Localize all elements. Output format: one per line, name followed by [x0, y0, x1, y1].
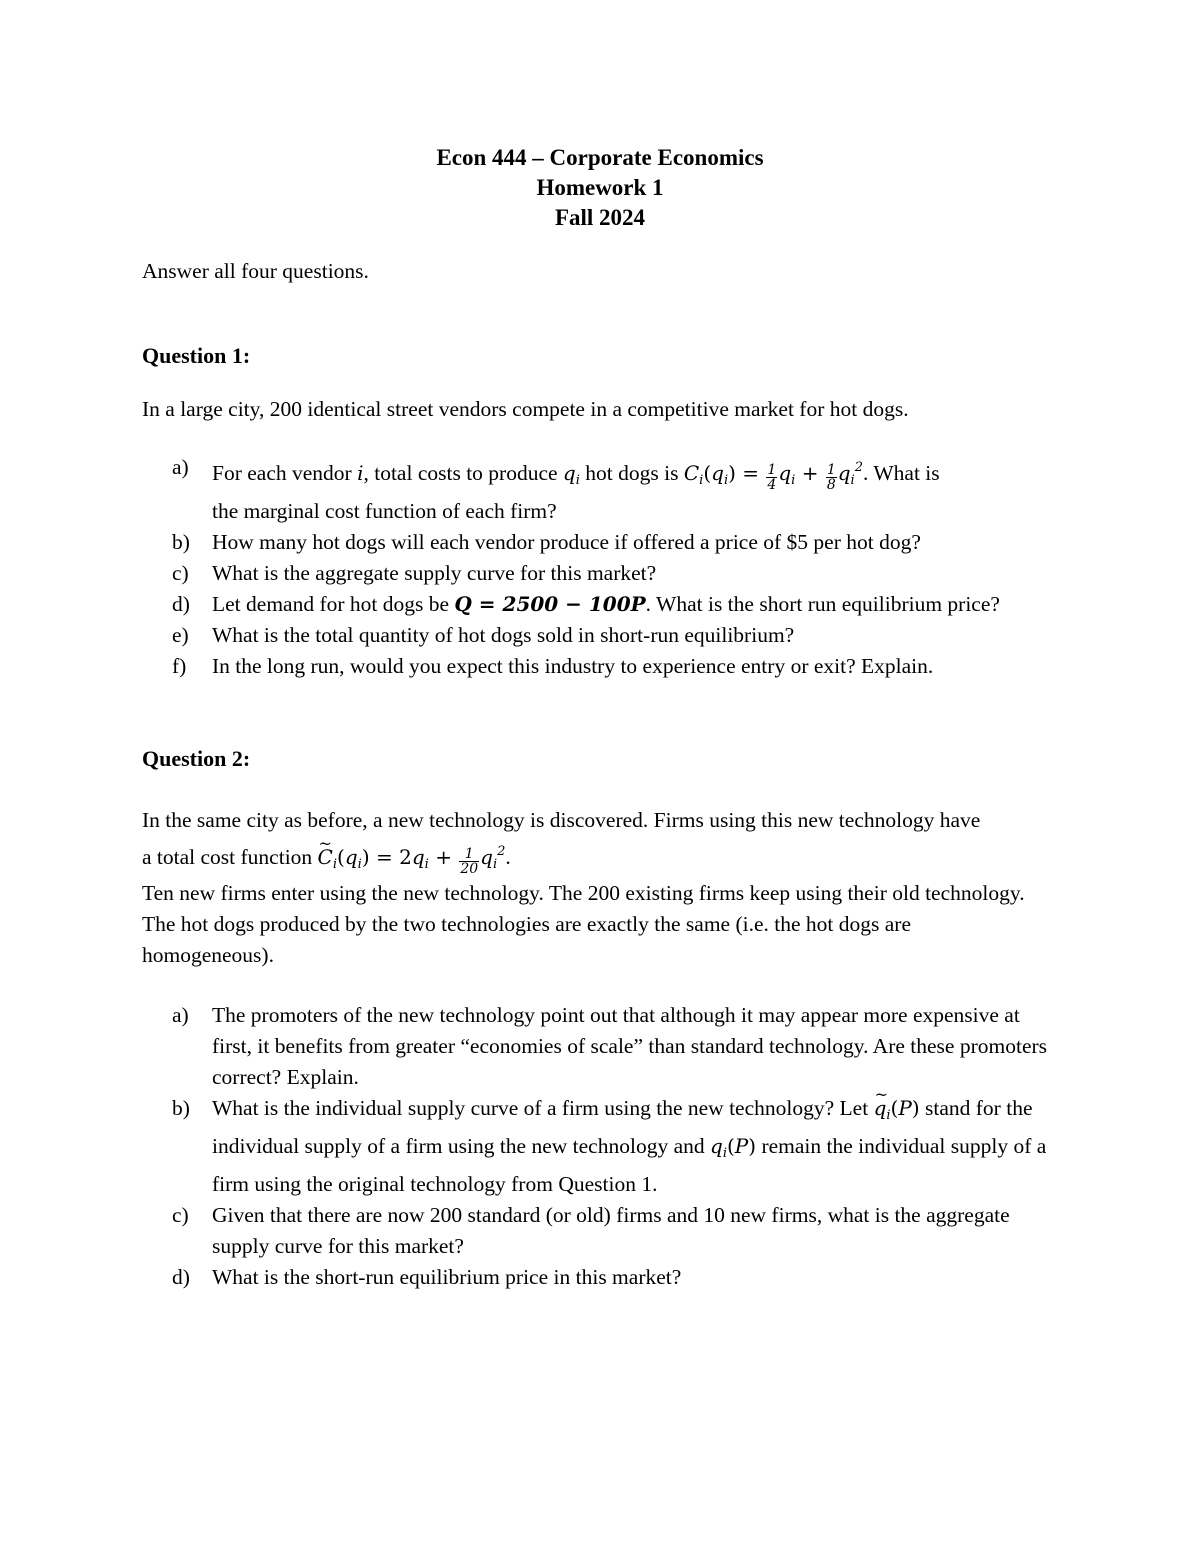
q1-part-d: d) Let demand for hot dogs be Q = 2500 − 100P. What is the short run equilibrium price? [172, 589, 1072, 620]
cost-function-equation: $C_i(q_i)$ = $\frac{1}{4}$ $q_i$ + $\frac{1}{8}$ $q_i^2$ [683, 460, 863, 493]
question-2-heading: Question 2: [142, 746, 251, 771]
term: Fall 2024 [554, 205, 646, 230]
q-variable: $q_i$ [562, 461, 580, 488]
question-1-prompt: In a large city, 200 identical street vendors compete in a competitive market for hot dogs. [142, 397, 909, 421]
question-2-parts [172, 1000, 1052, 1293]
new-supply-symbol: q $\sim_i(P)$ [874, 1096, 920, 1120]
assignment-title: Homework 1 [536, 175, 664, 200]
q1-part-c: c) What is the aggregate supply curve for this market? [172, 558, 1072, 589]
old-supply-symbol: $q_i(P)$ [710, 1134, 757, 1161]
question-1-parts [172, 452, 1072, 682]
question-1-heading: Question 1: [142, 343, 251, 368]
q1-part-b: b) How many hot dogs will each vendor produce if offered a price of $5 per hot dog? [172, 527, 1072, 558]
part-marker: d) [172, 1265, 190, 1289]
instructions: Answer all four questions. [142, 259, 369, 283]
q2-part-c: c) Given that there are now 200 standard (or old) firms and 10 new firms, what is the aggregate supply curve for this market? [172, 1200, 1052, 1262]
new-cost-function-equation: C $\sim_i(q_i) = 2q_i$ + $\frac{1}{20}$ $q_i^2$ [318, 845, 506, 869]
part-marker: c) [172, 1203, 189, 1227]
q2-part-b: b) What is the individual supply curve of a firm using the new technology? Let q $\sim_i(P)$ stand for the individual supply of a firm using the new technology and $q_i(P)$ remain the individual supply of a firm using the original technology from Question 1. [172, 1093, 1052, 1200]
part-marker: d) [172, 592, 190, 616]
part-marker: b) [172, 1096, 190, 1120]
question-2-context: Ten new firms enter using the new technology. The 200 existing firms keep using their old technology. The hot dogs produced by the two technologies are exactly the same (i.e. the hot dogs are homogeneous). [142, 881, 1025, 967]
demand-equation: Q = 2500 − 100P [454, 592, 646, 616]
question-2-intro: In the same city as before, a new technology is discovered. Firms using this new technology have a total cost function C $\sim_i(q_i) = 2q_i$ + $\frac{1}{20}$ $q_i^2$. [142, 805, 1072, 880]
part-marker: b) [172, 530, 190, 554]
part-marker: c) [172, 561, 189, 585]
part-marker: a) [172, 1003, 189, 1027]
document-header [0, 143, 1200, 233]
q2-part-a: a) The promoters of the new technology point out that although it may appear more expensive at first, it benefits from greater “economies of scale” than standard technology. Are these promoters correct? Explain. [172, 1000, 1052, 1093]
part-marker: a) [172, 455, 189, 479]
part-marker: f) [172, 654, 187, 678]
q1-part-f: f) In the long run, would you expect this industry to experience entry or exit? Explain. [172, 651, 1072, 682]
q1-part-e: e) What is the total quantity of hot dogs sold in short-run equilibrium? [172, 620, 1072, 651]
q1-part-a: a) For each vendor i, total costs to produce $q_i$ hot dogs is $C_i(q_i)$ = $\frac{1}{4}$ $q_i$ + $\frac{1}{8}$ $q_i^2$. What is the marginal cost function of each firm? [172, 452, 1072, 527]
part-marker: e) [172, 623, 189, 647]
course-title: Econ 444 – Corporate Economics [436, 145, 764, 170]
q2-part-d: d) What is the short-run equilibrium price in this market? [172, 1262, 1052, 1293]
